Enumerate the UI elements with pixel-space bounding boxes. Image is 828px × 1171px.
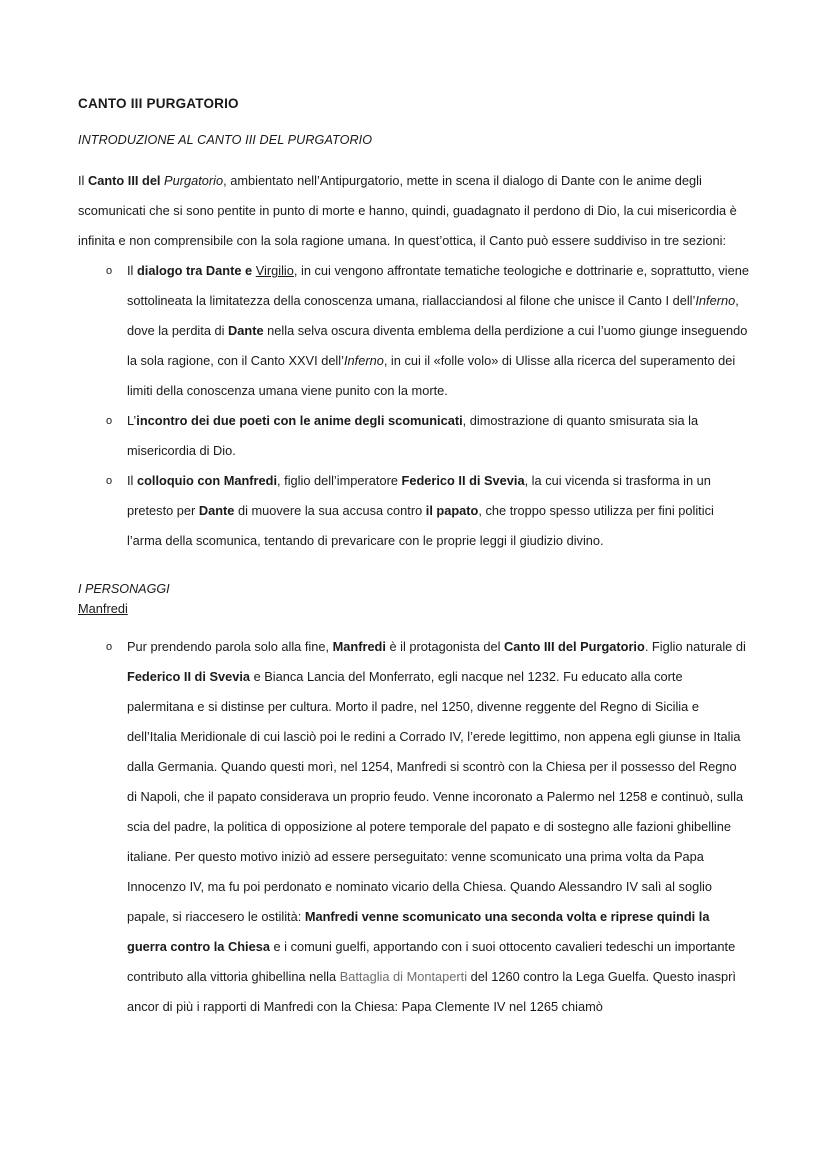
intro-paragraph: Il Canto III del Purgatorio, ambientato nell’Antipurgatorio, mette in scena il dialogo di Dante con le anime degli scomunicati che si sono pentite in punto di morte e hanno, quindi, guadagnato il perdono di Dio, la cui misericordia è infinita e non comprensibile con la sola ragione umana. In quest’ottica, il Canto può essere suddiviso in tre sezioni: [78,173,737,249]
bullet-marker: o [106,265,113,278]
list-item-text: L’incontro dei due poeti con le anime degli scomunicati, dimostrazione di quanto smisurata sia la misericordia di Dio. [127,413,699,459]
list-item-text: Pur prendendo parola solo alla fine, Manfredi è il protagonista del Canto III del Purgatorio. Figlio naturale di Federico II di Svevia e Bianca Lancia del Monferrato, egli nacque nel 1232. Fu educato alla corte palermitana e si distinse per cultura. Morto il padre, nel 1250, divenne reggente del Regno di Sicilia e dell’Italia Meridionale di cui lasciò poi le redini a Corrado IV, l’erede legittimo, non appena egli giunse in Italia dalla Germania. Quando questi morì, nel 1254, Manfredi si scontrò con la Chiesa per il possesso del Regno di Napoli, che il papato considerava un proprio feudo. Venne incoronato a Palermo nel 1258 e continuò, sulla scia del padre, la politica di opposizione al potere temporale del papato e di sostegno alle fazioni ghibelline italiane. Per questo motivo iniziò ad essere perseguitato: venne scomunicato una prima volta da Papa Innocenzo IV, ma fu poi perdonato e nominato vicario della Chiesa. Quando Alessandro IV salì al soglio papale, si riaccesero le ostilità: Manfredi venne scomunicato una seconda volta e riprese quindi la guerra contro la Chiesa e i comuni guelfi, apportando con i suoi ottocento cavalieri tedeschi un importante contributo alla vittoria ghibellina nella Battaglia di Montaperti del 1260 contro la Lega Guelfa. Questo inasprì ancor di più i rapporti di Manfredi con la Chiesa: Papa Clemente IV nel 1265 chiamò [127,639,746,1015]
intro-section-heading: INTRODUZIONE AL CANTO III DEL PURGATORIO [78,133,373,148]
personaggi-name-wrap [78,599,750,632]
bullet-marker: o [106,415,113,428]
list-item [78,632,750,1022]
personaggi-heading: I PERSONAGGI [78,582,170,597]
list-item [78,406,750,466]
list-item-text: Il dialogo tra Dante e Virgilio, in cui vengono affrontate tematiche teologiche e dottrinarie e, soprattutto, viene sottolineata la limitatezza della conoscenza umana, riallacciandosi al filone che unisce il Canto I dell’Inferno, dove la perdita di Dante nella selva oscura diventa emblema della perdizione a cui l’uomo giunge inseguendo la sola ragione, con il Canto XXVI dell’Inferno, in cui il «folle volo» di Ulisse alla ricerca del superamento dei limiti della conoscenza umana viene punito con la morte. [127,263,749,399]
intro-bullet-list [78,256,750,556]
bullet-marker: o [106,475,113,488]
list-item [78,256,750,406]
personaggi-section [78,580,750,632]
list-item-text: Il colloquio con Manfredi, figlio dell’imperatore Federico II di Svevia, la cui vicenda si trasforma in un pretesto per Dante di muovere la sua accusa contro il papato, che troppo spesso utilizza per fini politici l’arma della scomunica, tentando di prevaricare con le proprie leggi il giudizio divino. [127,473,714,549]
personaggi-name: Manfredi [78,601,128,617]
personaggi-bullet-list [78,632,750,1022]
bullet-marker: o [106,641,113,654]
page-title: CANTO III PURGATORIO [78,96,239,111]
list-item [78,466,750,556]
